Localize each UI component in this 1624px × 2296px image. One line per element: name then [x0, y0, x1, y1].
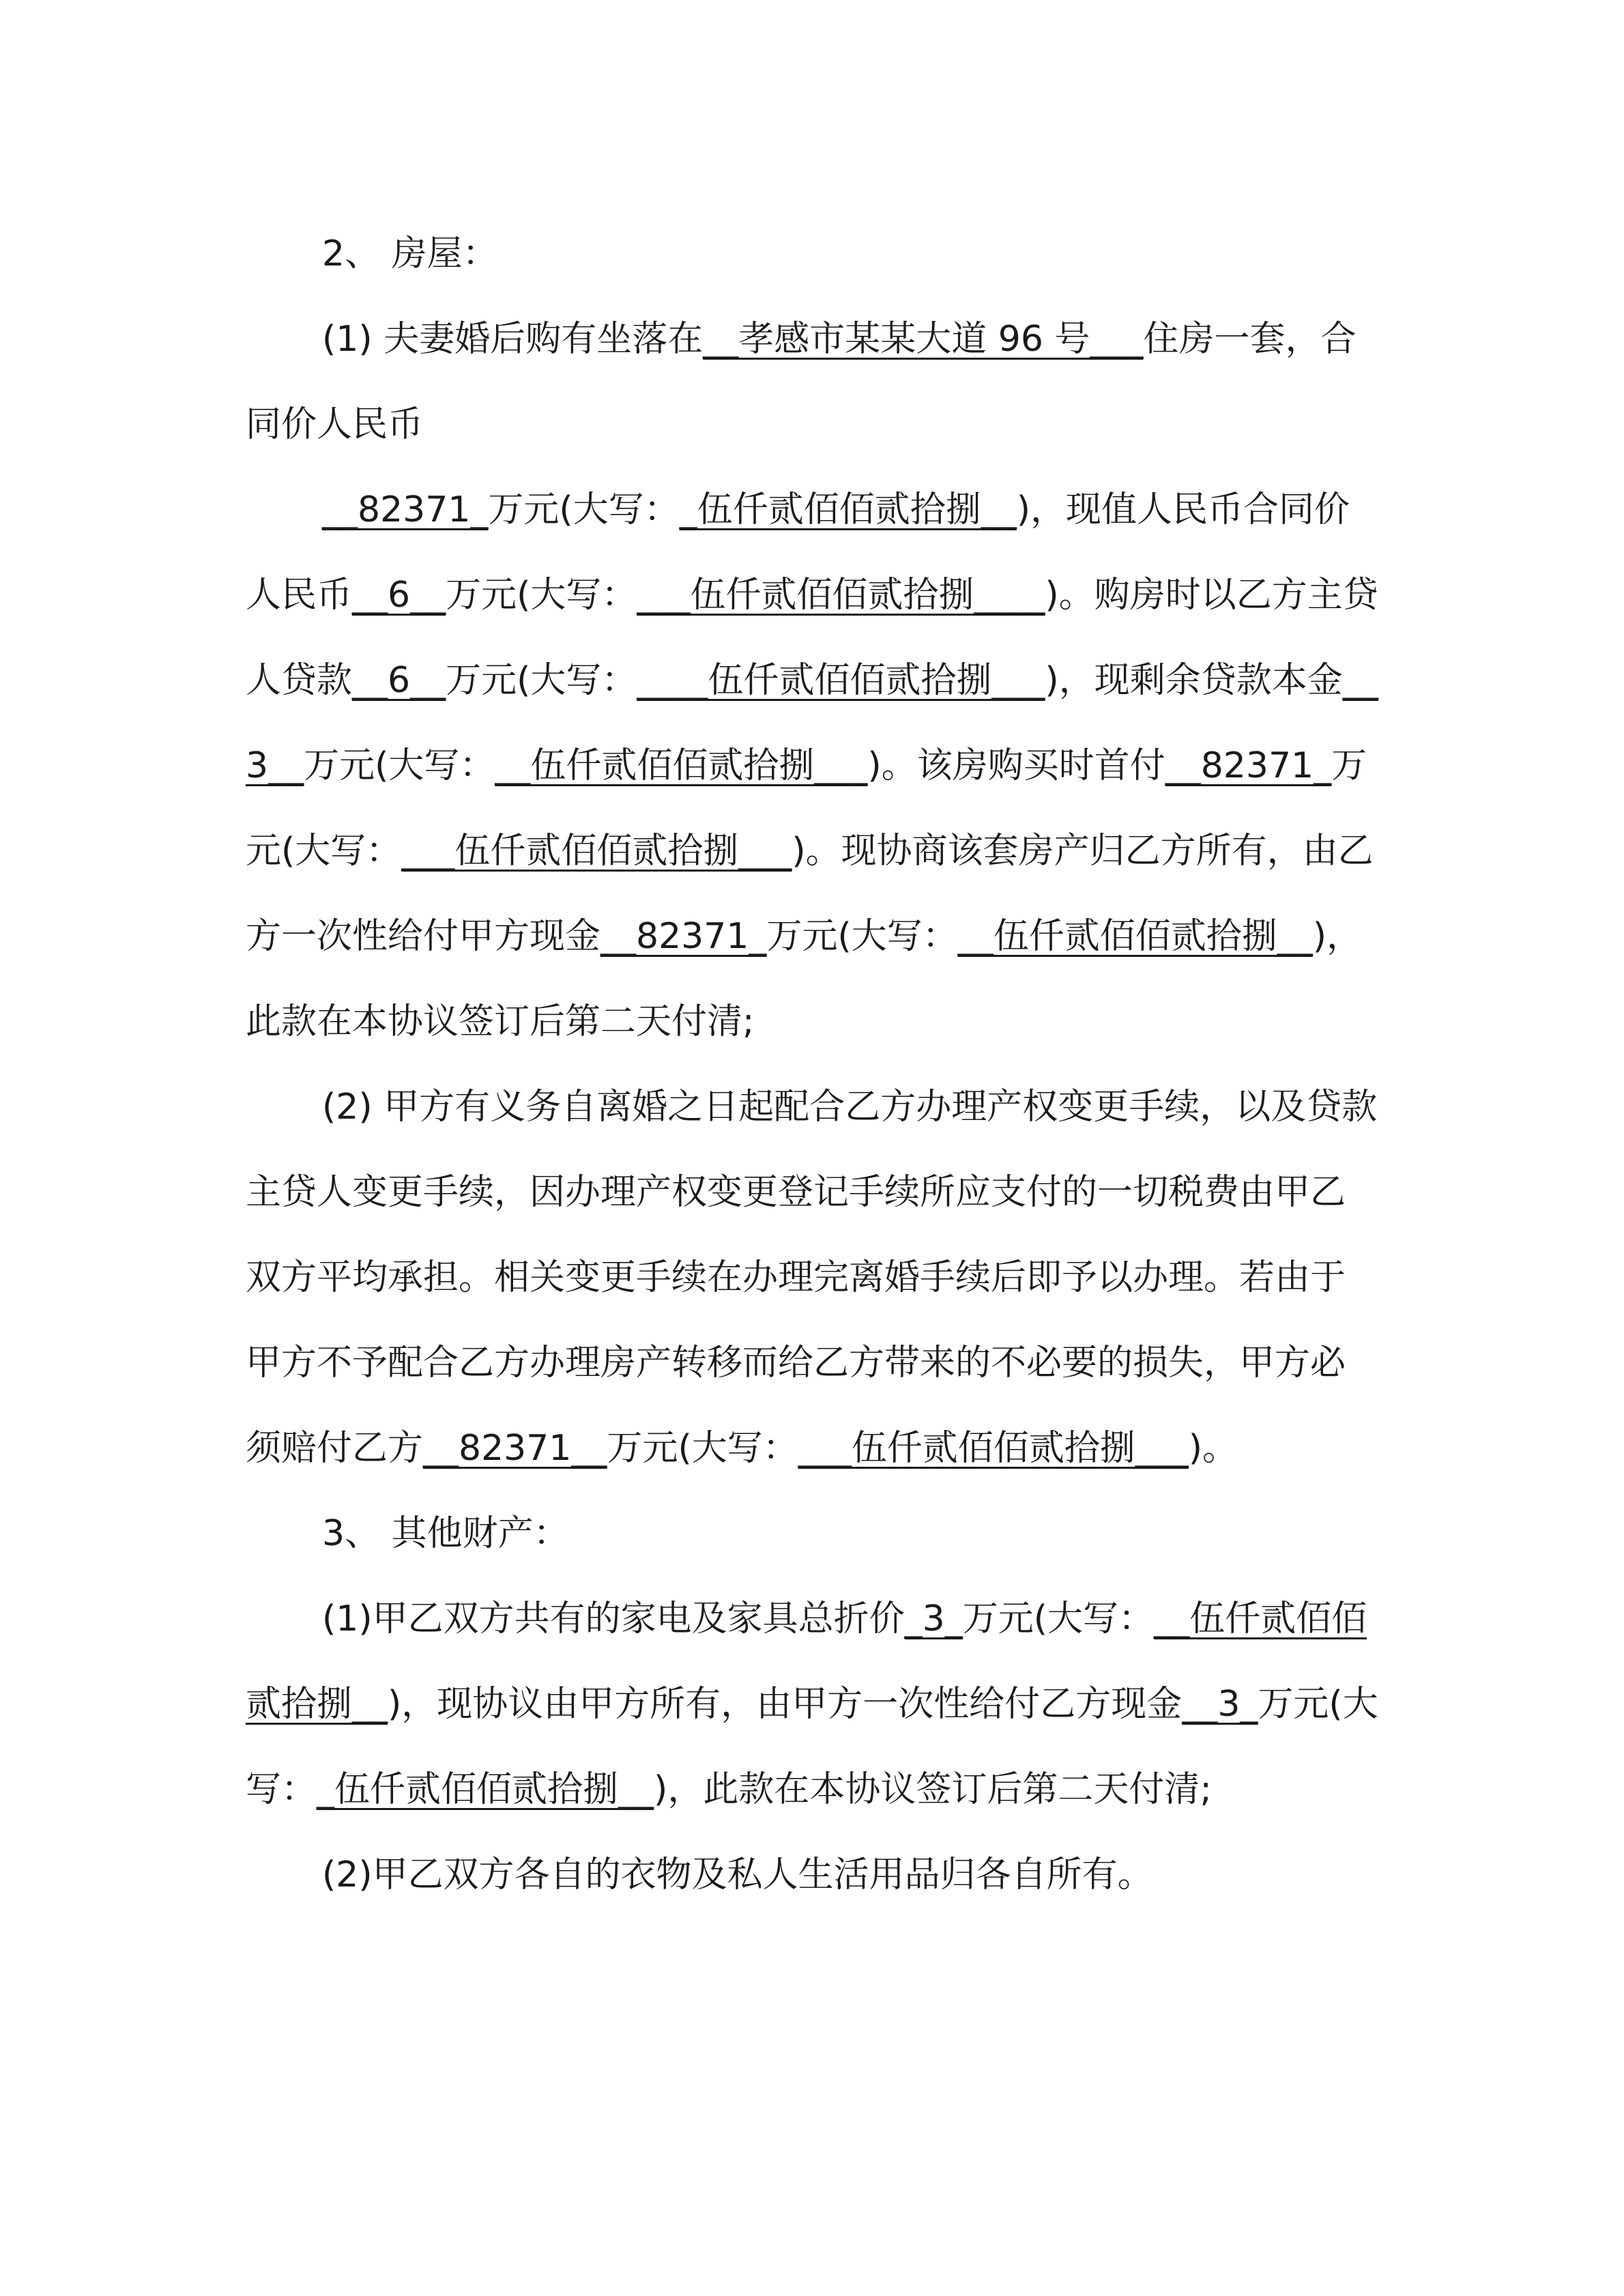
text-run: )，此款在本协议签订后第二天付清;	[654, 1769, 1212, 1810]
filled-blank: ___伍仟贰佰佰贰拾捌___	[798, 1428, 1189, 1469]
filled-blank: __6__	[352, 575, 446, 616]
paragraph	[246, 1577, 1378, 1833]
text-run: )。该房购买时首付	[867, 745, 1165, 786]
text-run: (2) 甲方有义务自离婚之日起配合乙方办理产权变更手续，以及贷款主贷人变更手续，因办理产权变更登记手续所应支付的一切税费由甲乙双方平均承担。相关变更手续在办理完离婚手续后即予以办理。若由于甲方不予配合乙方办理房产转移而给乙方带来的不必要的损失，甲方必须赔付乙方	[246, 1087, 1378, 1469]
paragraph	[246, 297, 1378, 468]
text-run: )，现剩余贷款本金	[1045, 660, 1343, 701]
filled-blank: __3_	[1182, 1684, 1258, 1725]
paragraph	[246, 468, 1378, 1065]
text-run: 万元(大写：	[607, 1428, 798, 1469]
text-run: 万元(大写：	[246, 1684, 1378, 1810]
text-run: (2)甲乙双方各自的衣物及私人生活用品归各自所有。	[322, 1854, 1153, 1895]
filled-blank: __孝感市某某大道 96 号___	[703, 319, 1144, 360]
filled-blank: ___伍仟贰佰佰贰拾捌___	[401, 831, 792, 872]
text-run: 3、 其他财产：	[322, 1513, 569, 1554]
text-run: )，此款在本协议签订后第二天付清;	[246, 916, 1363, 1042]
text-run: )，现协议由甲方所有，由甲方一次性给付乙方现金	[388, 1684, 1183, 1725]
text-run: 万元(大写：	[304, 745, 495, 786]
text-run: 住房一套，合同价人民币	[246, 319, 1357, 445]
paragraph	[246, 1065, 1378, 1491]
text-run: )。	[1188, 1428, 1238, 1469]
text-run: 万元(大写：	[488, 489, 680, 530]
filled-blank: __6__	[352, 660, 446, 701]
filled-blank: __伍仟贰佰佰贰拾捌___	[495, 745, 868, 786]
document-page	[246, 212, 1378, 1918]
text-run: 万元(大写：	[446, 575, 637, 616]
filled-blank: ____伍仟贰佰佰贰拾捌___	[637, 660, 1045, 701]
text-run: 万元(大写：	[246, 745, 1367, 872]
filled-blank: __伍仟贰佰佰贰拾捌__	[246, 1598, 1367, 1725]
filled-blank: __伍仟贰佰佰贰拾捌__	[957, 916, 1313, 957]
text-run: 万元(大写：	[962, 1598, 1155, 1639]
filled-blank: _伍仟贰佰佰贰拾捌__	[679, 489, 1017, 530]
text-run: )。现协商该套房产归乙方所有，由乙方一次性给付甲方现金	[246, 831, 1374, 957]
text-run: 2、 房屋：	[322, 233, 498, 274]
filled-blank: _伍仟贰佰佰贰拾捌__	[317, 1769, 654, 1810]
text-run: 万元(大写：	[766, 916, 958, 957]
filled-blank: __82371_	[322, 489, 489, 530]
filled-blank: __3__	[246, 660, 1378, 786]
text-run: 万元(大写：	[446, 660, 637, 701]
text-run: (1)甲乙双方共有的家电及家具总折价	[322, 1598, 905, 1639]
section-heading	[246, 1491, 1378, 1577]
filled-blank: _3_	[904, 1598, 963, 1639]
text-run: )。购房时以乙方主贷人贷款	[246, 575, 1378, 701]
text-run: (1) 夫妻婚后购有坐落在	[322, 319, 704, 360]
text-run: )，现值人民币合同价人民币	[246, 489, 1350, 616]
paragraph	[246, 1833, 1378, 1918]
filled-blank: ___伍仟贰佰佰贰拾捌____	[637, 575, 1045, 616]
filled-blank: __82371_	[1165, 745, 1332, 786]
filled-blank: __82371_	[600, 916, 767, 957]
filled-blank: __82371__	[423, 1428, 607, 1469]
section-heading	[246, 212, 1378, 297]
